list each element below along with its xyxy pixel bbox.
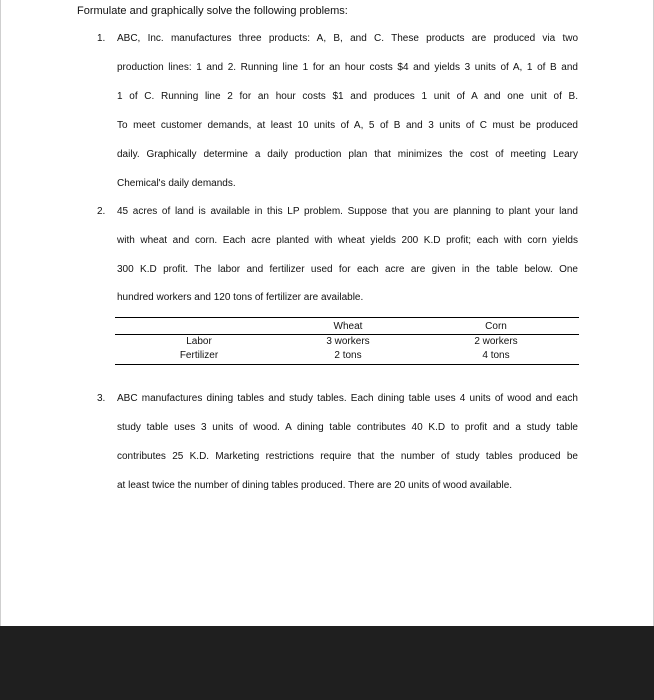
problem-1-line: ABC, Inc. manufactures three products: A, B, and C. These products are produced via two [117,33,578,44]
problem-1-line: production lines: 1 and 2. Running line 1 for an hour costs $4 and yields 3 units of A, 1 of B and [117,62,578,73]
problem-1-line: Chemical's daily demands. [117,178,236,189]
table-row [115,349,579,365]
problem-2-line: 45 acres of land is available in this LP problem. Suppose that you are planning to plant your land [117,206,578,217]
problem-2-line: 300 K.D profit. The labor and fertilizer used for each acre are given in the table below. One [117,264,578,275]
table-header-cell: Corn [413,318,579,335]
table-cell: 2 tons [283,349,413,365]
problem-3-line: contributes 25 K.D. Marketing restrictions require that the number of study tables produced be [117,451,578,462]
table-header-row [115,318,579,335]
table-header-cell [115,318,283,335]
table-cell: Labor [186,336,212,347]
problem-1-line: daily. Graphically determine a daily production plan that minimizes the cost of meeting Leary [117,149,578,160]
resource-table [115,317,579,365]
table-cell: Fertilizer [115,349,283,365]
table-cell: 3 workers [326,336,370,347]
problem-1-line: 1 of C. Running line 2 for an hour costs $1 and produces 1 unit of A and one unit of B. [117,91,578,102]
table-header-cell: Wheat [283,318,413,335]
table-row [115,335,579,350]
problem-2-number: 2. [97,206,106,217]
problem-3-number: 3. [97,393,106,404]
problem-3-line: ABC manufactures dining tables and study tables. Each dining table uses 4 units of wood and each [117,393,578,404]
problem-1-number: 1. [97,33,106,44]
problem-2-line: hundred workers and 120 tons of fertilizer are available. [117,292,364,303]
problem-3-line: study table uses 3 units of wood. A dining table contributes 40 K.D to profit and a study table [117,422,578,433]
problem-3-line: at least twice the number of dining tables produced. There are 20 units of wood available. [117,480,513,491]
table-cell: 4 tons [413,349,579,365]
viewer-background-bar [0,626,654,700]
problem-2-line: with wheat and corn. Each acre planted with wheat yields 200 K.D profit; each with corn yields [117,235,578,246]
problem-1-line: To meet customer demands, at least 10 units of A, 5 of B and 3 units of C must be produced [117,120,578,131]
instructions-heading: Formulate and graphically solve the following problems: [77,5,348,17]
table-cell: 2 workers [474,336,518,347]
